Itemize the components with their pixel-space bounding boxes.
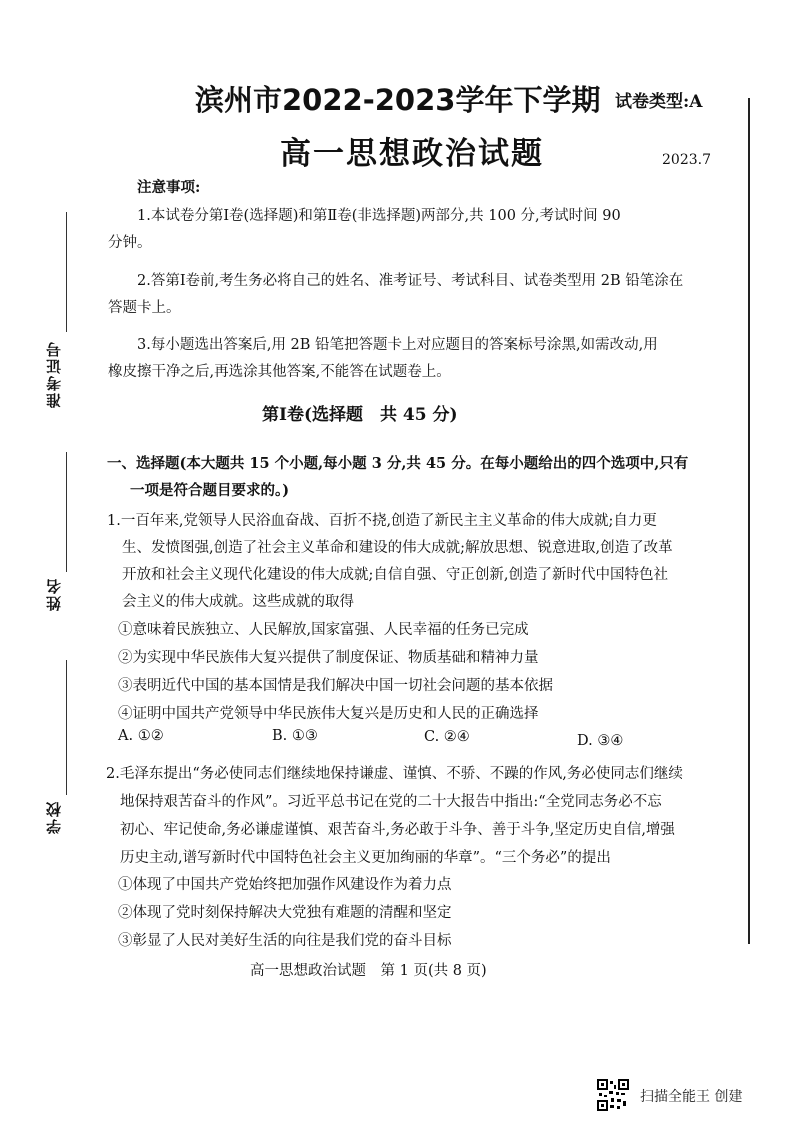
q2-statement2: ②体现了党时刻保持解决大党独有难题的清醒和坚定 <box>118 905 452 921</box>
q1-option-a: A. ①② <box>118 728 164 744</box>
q1-statement1: ①意味着民族独立、人民解放,国家富强、人民幸福的任务已完成 <box>118 622 529 638</box>
q2-line1: 2.毛泽东提出“务必使同志们继续地保持谦虚、谨慎、不骄、不躁的作风,务必使同志们继续 <box>106 766 683 782</box>
q1-statement4: ④证明中国共产党领导中华民族伟大复兴是历史和人民的正确选择 <box>118 706 539 722</box>
exam-date: 2023.7 <box>662 152 711 168</box>
q1-line2: 生、发愤图强,创造了社会主义革命和建设的伟大成就;解放思想、锐意进取,创造了改革 <box>122 540 673 556</box>
exam-id-line <box>66 212 67 332</box>
q2-statement3: ③彰显了人民对美好生活的向往是我们党的奋斗目标 <box>118 933 452 949</box>
exam-title: 滨州市2022-2023学年下学期 <box>195 83 601 117</box>
exam-id-label: 准考证号 <box>45 340 63 408</box>
section-instruction-line2: 一项是符合题目要求的。) <box>130 482 290 499</box>
notice-item1-line1: 1.本试卷分第Ⅰ卷(选择题)和第Ⅱ卷(非选择题)两部分,共 100 分,考试时间 90 <box>137 208 621 224</box>
section-instruction-line1: 一、选择题(本大题共 15 个小题,每小题 3 分,共 45 分。在每小题给出的四个选项中,只有 <box>107 455 689 472</box>
q1-statement3: ③表明近代中国的基本国情是我们解决中国一切社会问题的基本依据 <box>118 678 553 694</box>
q2-line2: 地保持艰苦奋斗的作风”。习近平总书记在党的二十大报告中指出:“全党同志务必不忘 <box>120 794 662 810</box>
school-line <box>66 660 67 795</box>
notice-item2-line2: 答题卡上。 <box>108 300 181 316</box>
scanner-watermark: 扫描全能王 创建 <box>640 1089 743 1105</box>
section-title: 第Ⅰ卷(选择题 共 45 分) <box>262 405 458 425</box>
q1-option-c: C. ②④ <box>424 729 470 745</box>
page-footer: 高一思想政治试题 第 1 页(共 8 页) <box>250 963 487 979</box>
notice-item3-line2: 橡皮擦干净之后,再选涂其他答案,不能答在试题卷上。 <box>108 364 451 380</box>
notice-heading: 注意事项: <box>137 179 201 196</box>
q2-statement1: ①体现了中国共产党始终把加强作风建设作为着力点 <box>118 877 452 893</box>
name-label: 姓名 <box>45 577 63 611</box>
q2-line3: 初心、牢记使命,务必谦虚谨慎、艰苦奋斗,务必敢于斗争、善于斗争,坚定历史自信,增强 <box>120 822 675 838</box>
q1-statement2: ②为实现中华民族伟大复兴提供了制度保证、物质基础和精神力量 <box>118 650 539 666</box>
school-label: 学校 <box>45 800 63 834</box>
q1-option-d: D. ③④ <box>577 733 624 749</box>
exam-subtitle: 高一思想政治试题 <box>280 136 544 172</box>
q1-line4: 会主义的伟大成就。这些成就的取得 <box>122 594 354 610</box>
notice-item1-line2: 分钟。 <box>108 235 152 251</box>
q1-line1: 1.一百年来,党领导人民浴血奋战、百折不挠,创造了新民主主义革命的伟大成就;自力更 <box>107 513 657 529</box>
q1-line3: 开放和社会主义现代化建设的伟大成就;自信自强、守正创新,创造了新时代中国特色社 <box>122 567 668 583</box>
notice-item2-line1: 2.答第Ⅰ卷前,考生务必将自己的姓名、准考证号、考试科目、试卷类型用 2B 铅笔涂在 <box>137 273 684 289</box>
qr-code-icon <box>597 1079 629 1111</box>
paper-type: 试卷类型:A <box>615 92 703 112</box>
q2-line4: 历史主动,谱写新时代中国特色社会主义更加绚丽的华章”。“三个务必”的提出 <box>120 850 611 866</box>
notice-item3-line1: 3.每小题选出答案后,用 2B 铅笔把答题卡上对应题目的答案标号涂黑,如需改动,用 <box>137 337 658 353</box>
name-line <box>66 452 67 572</box>
q1-option-b: B. ①③ <box>272 728 318 744</box>
right-border-line <box>748 98 750 944</box>
